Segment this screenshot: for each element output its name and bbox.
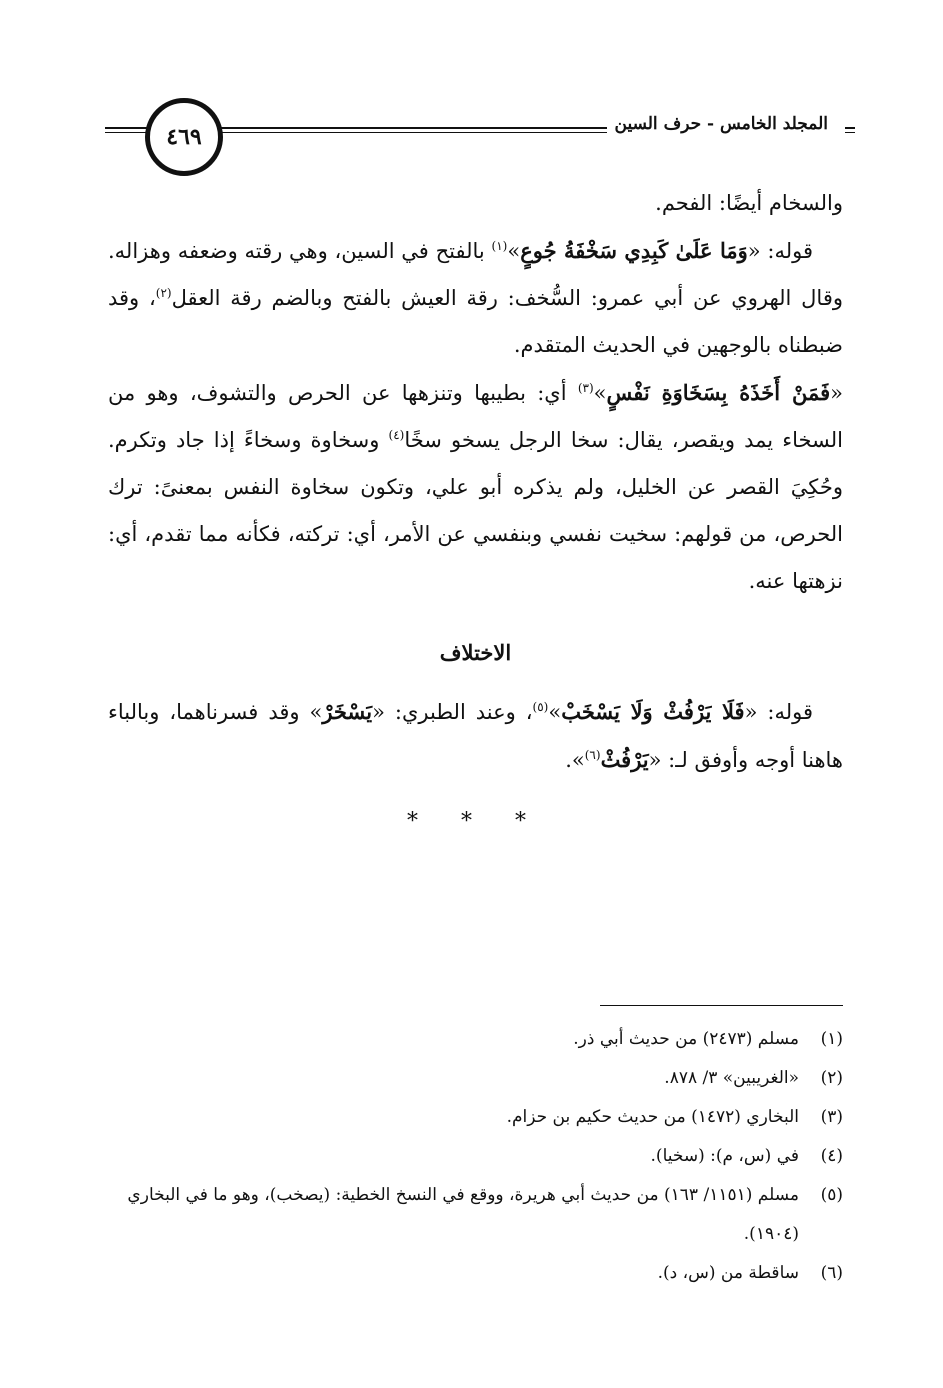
paragraph-3 (108, 369, 843, 605)
footnote-number: (٦) (820, 1263, 843, 1283)
footnote-number: (٤) (820, 1146, 843, 1166)
footnote-text: ساقطة من (س، د). (657, 1263, 799, 1283)
quoted-hadith: وَمَا عَلَىٰ كَبِدِي سَخْفَةُ جُوعٍ (520, 238, 748, 263)
footnote-ref-3: (٣) (577, 381, 594, 395)
text-span: وسخاوة وسخاءً إذا جاد وتكرم. وحُكِيَ القصر عن الخليل، ولم يذكره أبو علي، وتكون سخاوة النفس بمعنىً: ترك الحرص، من قولهم: سخيت نفسي وبنفسي عن الأمر، أي: تركته، فكأنه مما تقدم، أي: نزهتها عنه. (108, 428, 843, 593)
text-span: بالفتح في السين، وهي رقته وضعفه وهزاله. وقال الهروي عن أبي عمرو: السُّخف: رقة العيش بالفتح وبالضم رقة العقل (108, 239, 844, 310)
footnote-item (103, 1254, 843, 1293)
page-header (105, 92, 850, 182)
main-text (108, 180, 843, 845)
footnote-ref-5: (٥) (532, 700, 549, 714)
section-separator: * * * (407, 809, 544, 834)
footnote-item (103, 1137, 843, 1176)
header-rule-left (105, 127, 150, 133)
text-span: قوله: « (747, 239, 813, 263)
footnote-number: (١) (820, 1029, 843, 1049)
quoted-hadith: فَمَنْ أَخَذَهُ بِسَخَاوَةِ نَفْسٍ (606, 380, 831, 405)
text-span: ، وقد ضبطناه بالوجهين في الحديث المتقدم. (108, 286, 843, 357)
footnote-ref-6: (٦) (584, 748, 601, 762)
text-span: أي: بطيبها وتنزهها عن الحرص والتشوف، وهو من السخاء يمد ويقصر، يقال: سخا الرجل يسخو سخًا (108, 381, 843, 452)
text-span: » (507, 239, 521, 263)
section-heading: الاختلاف (439, 640, 512, 665)
footnote-divider (600, 1005, 843, 1006)
text-span: » (593, 381, 607, 405)
footnote-item (103, 1176, 843, 1254)
text-span: « (830, 381, 843, 405)
footnote-text: البخاري (١٤٧٢) من حديث حكيم بن حزام. (506, 1107, 799, 1127)
footnote-item (103, 1059, 843, 1098)
text-span: » (548, 700, 562, 724)
footnote-number: (٥) (820, 1185, 843, 1205)
footnote-ref-4: (٤) (388, 428, 405, 442)
footnote-text: «الغريبين» ٣/ ٨٧٨. (664, 1068, 799, 1088)
footnote-item (103, 1020, 843, 1059)
footnote-text: في (س، م): (سخيا). (650, 1146, 799, 1166)
text-span: ». (565, 748, 585, 772)
footnote-text: مسلم (١١٥١/ ١٦٣) من حديث أبي هريرة، ووقع في النسخ الخطية: (يصخب)، وهو ما في البخاري (١٩٠٤). (127, 1185, 799, 1244)
footnote-ref-2: (٢) (155, 286, 172, 300)
text-span: ، وعند الطبري: « (372, 700, 533, 724)
footnote-item (103, 1098, 843, 1137)
page-number: ٤٦٩ (145, 98, 223, 176)
text-span: » وقد فسرناهما، وبالباء هاهنا أوجه وأوفق لـ: « (108, 700, 843, 772)
footnotes (103, 1020, 843, 1293)
footnote-number: (٣) (820, 1107, 843, 1127)
quoted-hadith: فَلَا يَرْفُثْ وَلَا يَسْخَبْ (561, 699, 745, 724)
footnote-number: (٢) (820, 1068, 843, 1088)
text-span: قوله: « (744, 700, 813, 724)
paragraph-1: والسخام أيضًا: الفحم. (655, 191, 843, 215)
paragraph-2 (108, 227, 843, 369)
header-rule-far-right (845, 127, 855, 133)
paragraph-4 (108, 688, 843, 784)
footnote-text: مسلم (٢٤٧٣) من حديث أبي ذر. (573, 1029, 799, 1049)
quoted-word: يَرْفُثْ (600, 747, 649, 772)
running-title: المجلد الخامس - حرف السين (607, 114, 836, 134)
footnote-ref-1: (١) (491, 239, 508, 253)
quoted-word: يَسْخَرْ (322, 699, 373, 724)
